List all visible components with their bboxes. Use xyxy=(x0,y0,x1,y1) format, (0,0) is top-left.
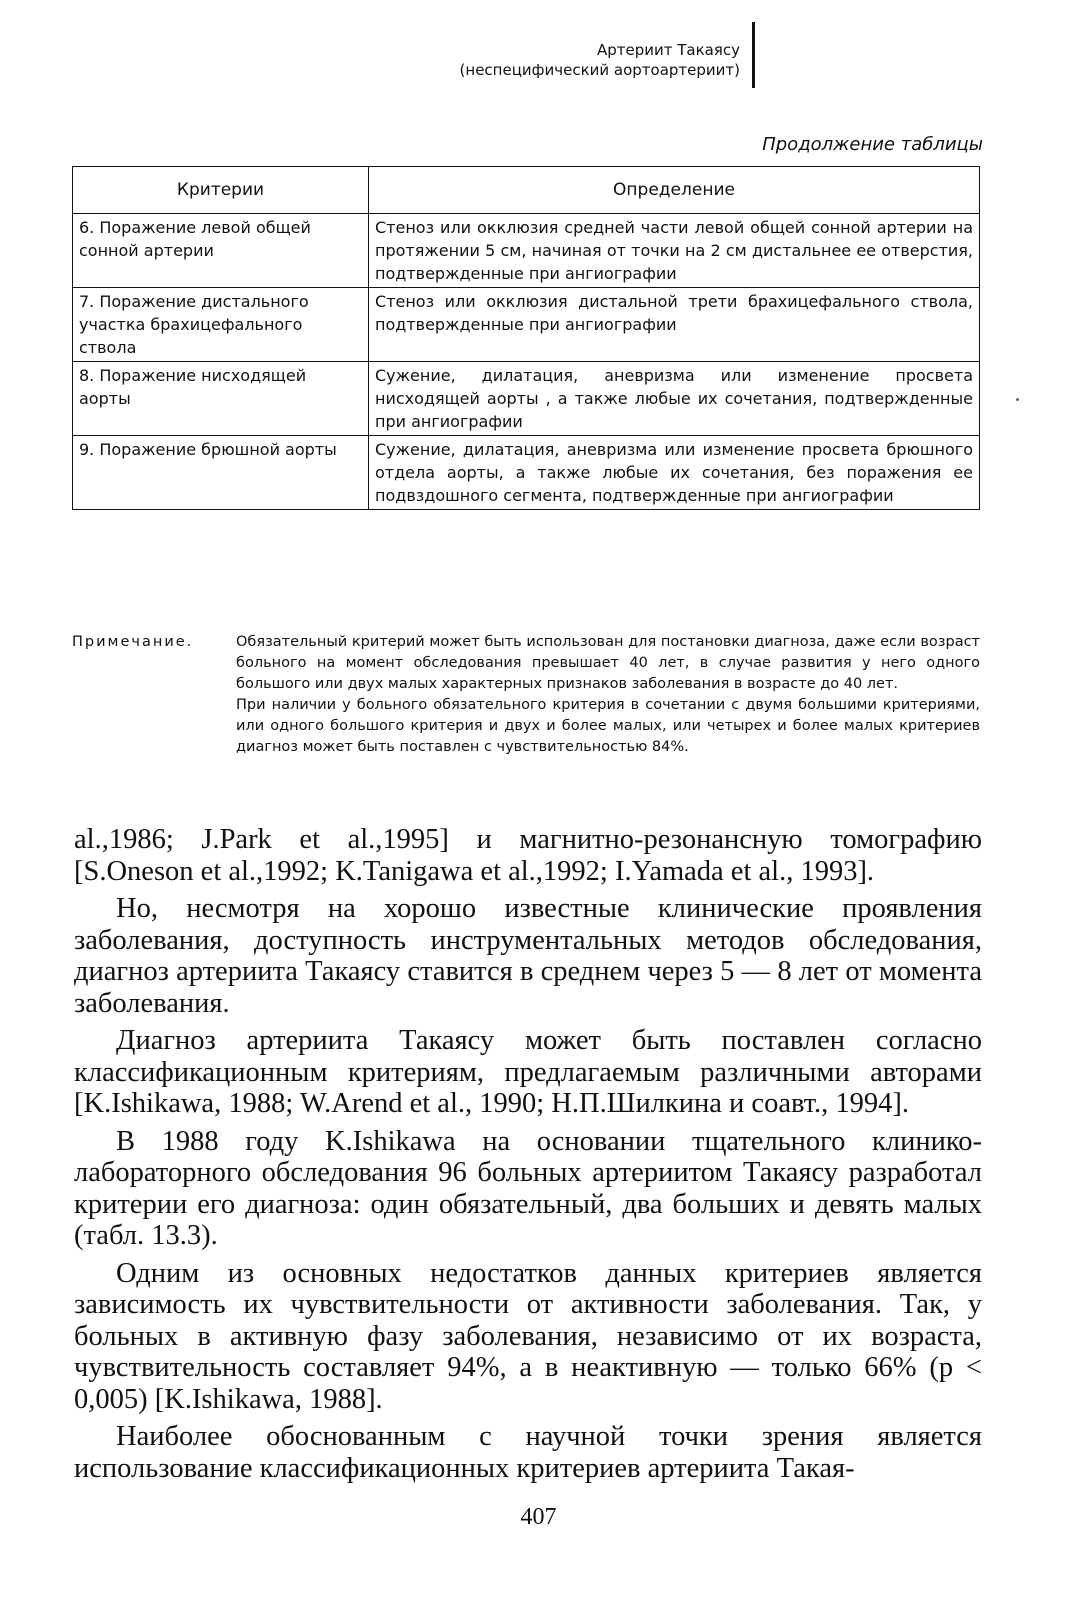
criterion-cell: 9. Поражение брюшной аорты xyxy=(73,436,369,510)
definition-cell: Сужение, дилатация, аневризма или изменение просвета брюшного отдела аорты, а также любые их сочетания, без поражения ее подвздошного сегмента, подтвержденные при ангиографии xyxy=(369,436,980,510)
table-row xyxy=(73,436,980,510)
table-note xyxy=(72,632,980,758)
table-row xyxy=(73,288,980,362)
column-header-definition: Определение xyxy=(369,167,980,214)
header-vertical-rule xyxy=(752,22,755,88)
criterion-cell: 7. Поражение дистального участка брахицефального ствола xyxy=(73,288,369,362)
running-header-subtitle: (неспецифический аортоартериит) xyxy=(459,61,740,79)
table-row xyxy=(73,362,980,436)
definition-cell: Стеноз или окклюзия средней части левой общей сонной артерии на протяжении 5 см, начиная от точки на 2 см дистальнее ее отверстия, подтвержденные при ангиографии xyxy=(369,214,980,288)
criterion-cell: 8. Поражение нисходящей аорты xyxy=(73,362,369,436)
column-header-criteria: Критерии xyxy=(73,167,369,214)
page-number: 407 xyxy=(520,1504,557,1530)
criteria-table xyxy=(72,166,980,510)
table-continuation-label: Продолжение таблицы xyxy=(762,134,983,155)
body-paragraph: В 1988 году K.Ishikawa на основании тщательного клинико-лабораторного обследования 96 больных артериитом Такаясу разработал критерии его диагноза: один обязательный, два больших и девять малых (табл. 13.3). xyxy=(74,1125,982,1251)
note-paragraph: Обязательный критерий может быть использован для постановки диагноза, даже если возраст больного на момент обследования превышает 40 лет, в случае развития у него одного большого или двух малых характерных признаков заболевания в возрасте до 40 лет. xyxy=(236,634,980,692)
body-text xyxy=(74,824,982,1490)
definition-cell: Сужение, дилатация, аневризма или изменение просвета нисходящей аорты , а также любые их сочетания, подтвержденные при ангиографии xyxy=(369,362,980,436)
running-header xyxy=(440,40,740,80)
note-label: Примечание. xyxy=(72,634,194,650)
note-paragraph: При наличии у больного обязательного критерия в сочетании с двумя большими критериями, или одного большого критерия и двух и более малых, или четырех и более малых критериев диагноз может быть поставлен с чувствительностью 84%. xyxy=(236,697,980,755)
criterion-cell: 6. Поражение левой общей сонной артерии xyxy=(73,214,369,288)
body-paragraph: Но, несмотря на хорошо известные клинические проявления заболевания, доступность инструментальных методов обследования, диагноз артериита Такаясу ставится в среднем через 5 — 8 лет от момента заболевания. xyxy=(74,893,982,1019)
table-row xyxy=(73,214,980,288)
note-body xyxy=(236,632,980,758)
definition-cell: Стеноз или окклюзия дистальной трети брахицефального ствола, подтвержденные при ангиографии xyxy=(369,288,980,362)
body-paragraph: Одним из основных недостатков данных критериев является зависимость их чувствительности от активности заболевания. Так, у больных в активную фазу заболевания, независимо от их возраста, чувствительность составляет 94%, а в неактивную — только 66% (p < 0,005) [K.Ishikawa, 1988]. xyxy=(74,1257,982,1415)
body-paragraph: Наиболее обоснованным с научной точки зрения является использование классификационных критериев артериита Такая- xyxy=(74,1421,982,1484)
table-header-row xyxy=(73,167,980,214)
body-paragraph: Диагноз артериита Такаясу может быть поставлен согласно классификационным критериям, предлагаемым различными авторами [K.Ishikawa, 1988; W.Arend et al., 1990; Н.П.Шилкина и соавт., 1994]. xyxy=(74,1025,982,1119)
running-header-title: Артериит Такаясу xyxy=(596,41,740,59)
scan-speck xyxy=(1016,398,1019,401)
body-paragraph: al.,1986; J.Park et al.,1995] и магнитно-резонансную томографию [S.Oneson et al.,1992; K.Tanigawa et al.,1992; I.Yamada et al., 1993]. xyxy=(74,824,982,887)
